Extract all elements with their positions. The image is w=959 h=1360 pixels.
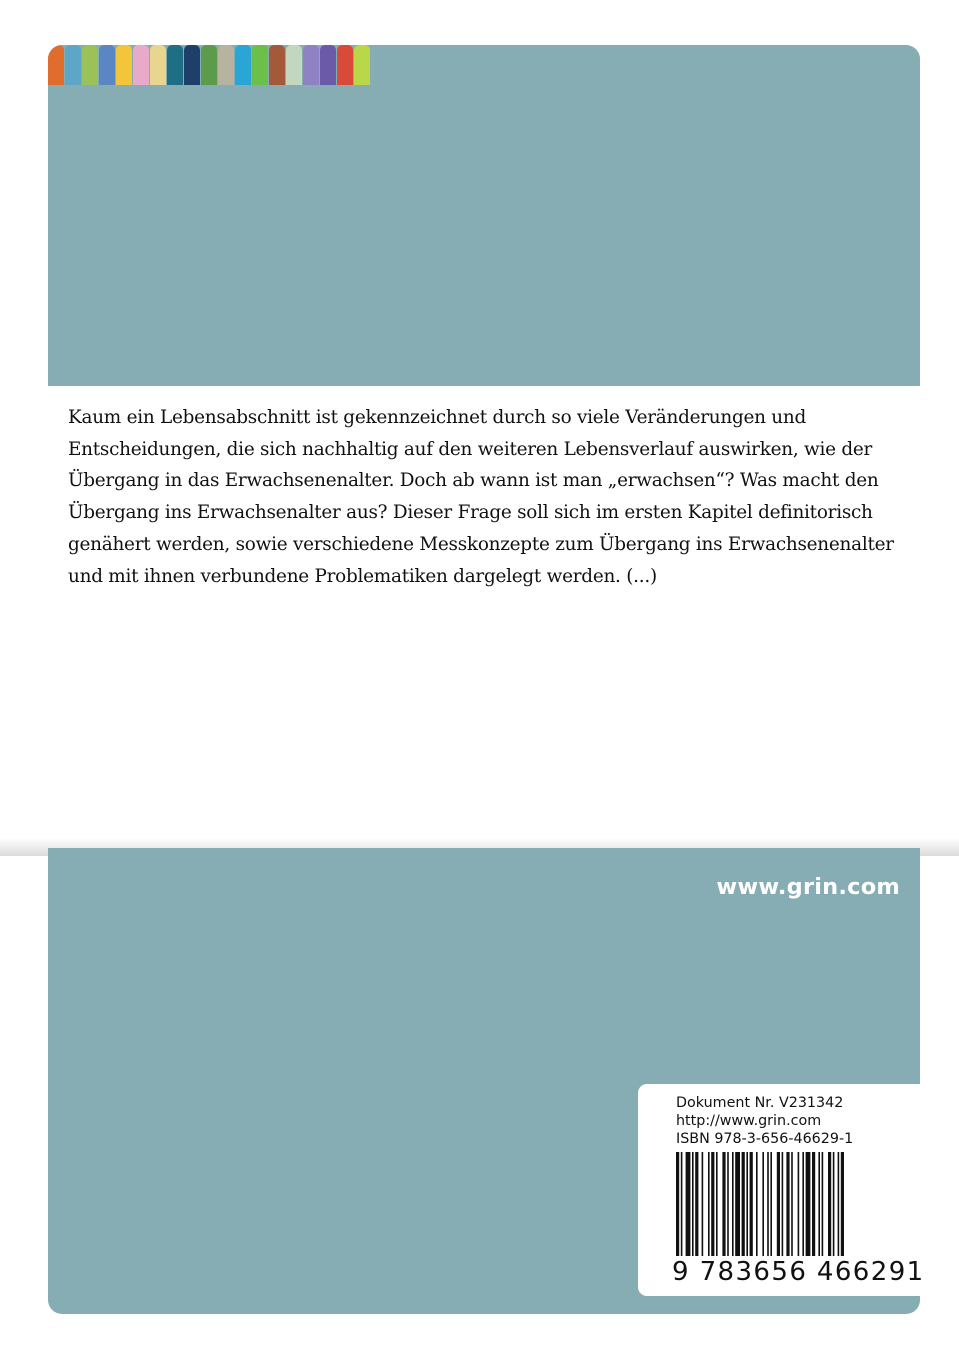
isbn-number: ISBN 978-3-656-46629-1: [676, 1131, 854, 1147]
color-stripe: [235, 45, 251, 85]
barcode-bar: [695, 1152, 698, 1256]
barcode-bar: [833, 1152, 835, 1256]
barcode-bar: [782, 1152, 784, 1256]
color-stripes-decoration: [48, 45, 371, 85]
barcode-bar: [828, 1152, 831, 1256]
color-stripe: [65, 45, 81, 85]
blurb-line: Entscheidungen, die sich nachhaltig auf den weiteren Lebensverlauf auswirken, wie der: [68, 438, 873, 460]
color-stripe: [218, 45, 234, 85]
barcode-bar: [708, 1152, 710, 1256]
blurb-line: genähert werden, sowie verschiedene Messkonzepte zum Übergang ins Erwachsenenalter: [68, 533, 894, 555]
barcode-bar: [812, 1152, 815, 1256]
color-stripe: [269, 45, 285, 85]
isbn-box: [638, 1084, 930, 1296]
barcode-bar: [838, 1152, 840, 1256]
barcode-bar: [770, 1152, 772, 1256]
barcode-bar: [722, 1152, 725, 1256]
color-stripe: [82, 45, 98, 85]
color-stripe: [201, 45, 217, 85]
blurb-line: Kaum ein Lebensabschnitt ist gekennzeichnet durch so viele Veränderungen und: [68, 407, 807, 428]
barcode-bar: [676, 1152, 679, 1256]
barcode-bar: [681, 1152, 683, 1256]
color-stripe: [167, 45, 183, 85]
barcode-bar: [742, 1152, 745, 1256]
color-stripe: [133, 45, 149, 85]
barcode-bar: [806, 1152, 811, 1256]
color-stripe: [337, 45, 353, 85]
barcode-bar: [732, 1152, 734, 1256]
color-stripe: [184, 45, 200, 85]
barcode-bar: [791, 1152, 793, 1256]
barcode-bar: [702, 1152, 704, 1256]
blurb-line: und mit ihnen verbundene Problematiken dargelegt werden. (...): [68, 565, 657, 587]
color-stripe: [252, 45, 268, 85]
book-blurb: [68, 402, 894, 592]
barcode-bar: [727, 1152, 729, 1256]
barcode-bar: [786, 1152, 789, 1256]
barcode-bar: [716, 1152, 718, 1256]
publisher-web-address[interactable]: http://www.grin.com: [676, 1113, 822, 1129]
color-stripe: [150, 45, 166, 85]
barcode-bar: [767, 1152, 769, 1256]
barcode-bar: [802, 1152, 804, 1256]
barcode-bar: [762, 1152, 764, 1256]
blurb-line: Übergang ins Erwachsenalter aus? Dieser Frage soll sich im ersten Kapitel definitorisch: [68, 502, 873, 524]
barcode-bar: [746, 1152, 748, 1256]
barcode-bar: [798, 1152, 800, 1256]
color-stripe: [286, 45, 302, 85]
cover-bottom-panel: [48, 848, 925, 1314]
barcode-bar: [750, 1152, 753, 1256]
barcode-digits: 9 783656 466291: [672, 1257, 925, 1287]
color-stripe: [99, 45, 115, 85]
color-stripe: [303, 45, 319, 85]
barcode-bar: [841, 1152, 844, 1256]
publisher-url[interactable]: www.grin.com: [716, 874, 900, 900]
color-stripe: [48, 45, 64, 85]
barcode-bar: [818, 1152, 820, 1256]
barcode-bar: [686, 1152, 691, 1256]
barcode-bar: [735, 1152, 740, 1256]
barcode-bar: [692, 1152, 694, 1256]
barcode-bar: [711, 1152, 714, 1256]
document-number: Dokument Nr. V231342: [676, 1095, 844, 1111]
cover-top-panel: [48, 45, 920, 386]
barcode-image: [676, 1152, 894, 1256]
barcode-bar: [822, 1152, 824, 1256]
color-stripe: [116, 45, 132, 85]
barcode-bar: [777, 1152, 780, 1256]
color-stripe: [354, 45, 370, 85]
barcode-bar: [756, 1152, 758, 1256]
color-stripe: [320, 45, 336, 85]
blurb-line: Übergang in das Erwachsenenalter. Doch ab wann ist man „erwachsen“? Was macht den: [68, 470, 879, 492]
